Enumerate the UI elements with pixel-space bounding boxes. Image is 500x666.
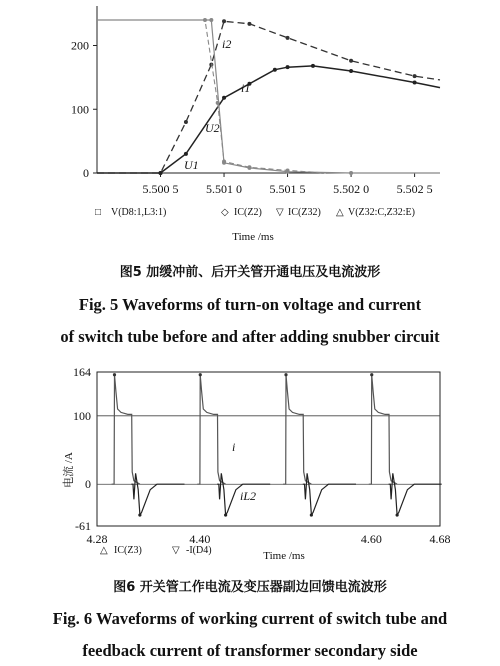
fig6-legend-marker-1: △ [100,545,108,556]
fig6-ytick-label: 100 [73,408,91,423]
fig5-series-point-1 [247,22,251,26]
fig6-y-axis-title: 电流 /A [63,452,75,488]
fig6-ytick-label: 164 [73,365,91,379]
fig6-x-axis-title: Time /ms [263,550,305,562]
fig5-annot-U1: U1 [184,158,199,172]
fig5-caption-zh: 图5 加缓冲前、后开关管开通电压及电流波形 [119,265,381,280]
fig5-series-point-2 [159,171,163,175]
fig5-annot-U2: U2 [205,121,220,135]
fig6-ic-pulse-3 [283,375,311,485]
fig5-series-line-1 [97,21,440,173]
fig5-series-point-4 [349,171,353,175]
fig5-series-point-4 [222,161,226,165]
fig5-x-axis-title: Time /ms [232,231,274,243]
fig5-xtick-label: 5.500 5 [142,182,179,196]
fig6-xtick-label: 4.60 [360,532,382,546]
fig6-chart [61,365,451,562]
fig6-id4-pulse-3 [303,473,356,515]
fig5-xtick-label: 5.502 0 [333,182,370,196]
fig6-id4-dip-point [224,513,227,516]
fig6-id4-dip-point [310,513,313,516]
fig5-xtick-label: 5.502 5 [396,182,433,196]
fig6-legend [100,545,212,556]
fig5-series-point-2 [184,152,188,156]
fig5-legend-1: V(D8:1,L3:1) [111,207,167,218]
fig5-legend-marker-2: ◇ [221,207,229,218]
fig6-xtick-label: 4.40 [189,532,211,546]
fig5-legend-marker-1: □ [95,207,102,218]
fig5-caption-en-1: Fig. 5 Waveforms of turn-on voltage and current [78,295,422,314]
fig5-series-line-3 [97,20,326,173]
fig5-ytick-label: 200 [71,38,89,53]
fig5-series-point-1 [286,36,290,40]
fig5-legend-marker-4: △ [336,207,344,218]
fig6-legend-1: IC(Z3) [114,545,142,556]
fig6-ic-pulse-1 [112,375,140,485]
fig5-legend-3: IC(Z32) [288,207,321,218]
fig6-id4-dip-point [396,513,399,516]
fig6-annot-i: i [232,440,236,454]
fig6-caption-en-2: feedback current of transformer secondary side [82,641,418,660]
fig5-legend [95,207,415,218]
fig6-id4-dip-point [138,513,141,516]
fig5-series-point-2 [286,65,290,69]
fig5-caption-en-2: of switch tube before and after adding snubber circuit [60,327,440,346]
fig5-ytick-label: 100 [71,102,89,117]
fig6-id4-pulse-1 [131,473,184,515]
fig5-series-point-2 [273,68,277,72]
fig6-annot-iL2: iL2 [240,489,257,503]
fig6-legend-marker-2: ▽ [172,545,180,556]
fig6-ic-peak-point [199,373,202,376]
fig6-ytick-label: -61 [75,519,91,533]
fig5-series-point-2 [311,64,315,68]
fig5-legend-marker-3: ▽ [276,207,284,218]
fig6-xtick-label: 4.68 [429,532,451,546]
fig5-annot-i1: i1 [241,81,251,95]
fig6-ic-pulse-2 [197,375,225,485]
fig5-legend-2: IC(Z2) [234,207,262,218]
fig6-caption-en-1: Fig. 6 Waveforms of working current of switch tube and [52,609,448,628]
fig6-ic-peak-point [113,373,116,376]
fig6-ytick-label: 0 [85,477,91,492]
fig5-annot-i2: i2 [222,37,232,51]
fig5-ytick-label: 0 [83,166,89,180]
fig5-legend-4: V(Z32:C,Z32:E) [348,207,415,218]
fig5-series-point-1 [349,59,353,63]
fig5-series-point-2 [413,80,417,84]
fig5-xtick-label: 5.501 0 [206,182,243,196]
fig5-series-point-4 [209,18,213,22]
fig5-series-line-4 [97,20,440,173]
fig5-series-point-2 [222,96,226,100]
fig6-caption-zh: 图6 开关管工作电流及变压器副边回馈电流波形 [113,580,387,595]
fig5-xtick-label: 5.501 5 [269,182,306,196]
fig6-plot-frame [97,372,440,526]
fig6-ic-pulse-4 [369,375,397,485]
fig6-ic-peak-point [284,373,287,376]
fig5-series-point-1 [413,74,417,78]
fig5-chart [71,6,440,243]
fig6-id4-pulse-4 [389,473,442,515]
fig5-series-point-4 [286,170,290,174]
fig5-series-point-4 [247,166,251,170]
fig5-series-line-2 [97,66,440,173]
fig6-xtick-label: 4.28 [86,532,108,546]
fig5-series-point-1 [222,19,226,23]
fig6-ic-peak-point [370,373,373,376]
fig5-series-point-2 [349,69,353,73]
fig5-series-point-1 [184,120,188,124]
fig6-legend-2: -I(D4) [186,545,212,556]
